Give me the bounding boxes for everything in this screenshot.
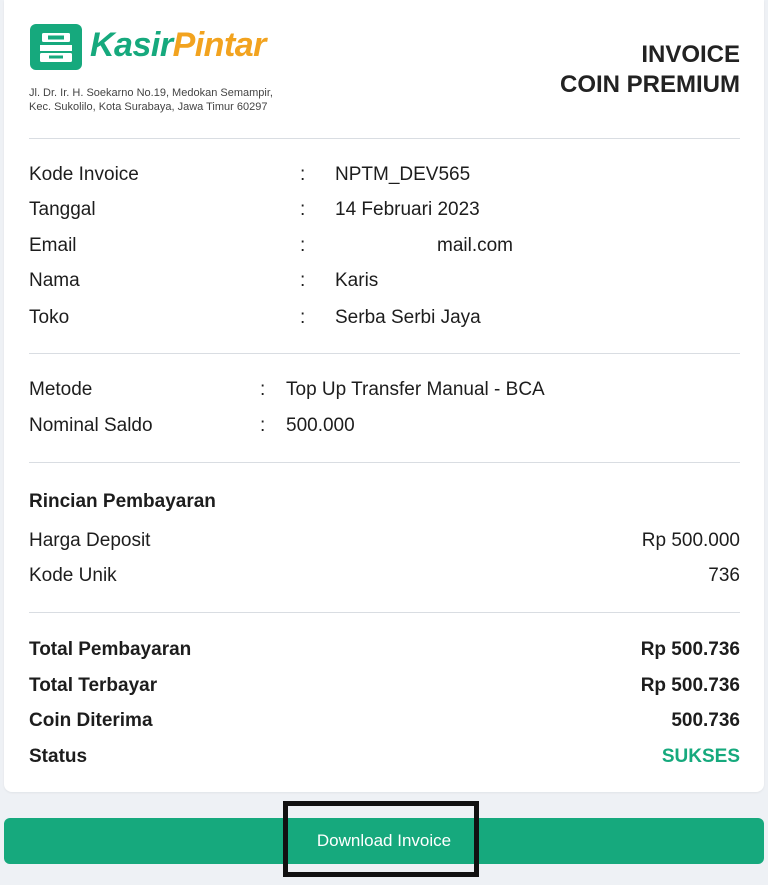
- total-row-total-terbayar: [29, 672, 740, 700]
- highlight-box: [283, 801, 479, 877]
- total-value: Rp 500.736: [640, 639, 740, 660]
- detail-colon: :: [300, 307, 306, 328]
- detail-colon: :: [300, 199, 306, 220]
- detail-row-kode-invoice: [29, 161, 740, 189]
- payment-label: Harga Deposit: [29, 530, 151, 551]
- detail-row-toko: [29, 304, 740, 332]
- detail-value: Serba Serbi Jaya: [335, 307, 481, 328]
- brand-logo-text: [90, 26, 266, 65]
- address-line-2: Kec. Sukolilo, Kota Surabaya, Jawa Timur 60297: [29, 101, 268, 113]
- detail-value: Karis: [335, 270, 379, 291]
- total-label: Coin Diterima: [29, 710, 153, 731]
- detail-row-tanggal: [29, 196, 740, 224]
- total-label: Total Terbayar: [29, 675, 158, 696]
- total-row-status: [29, 743, 740, 771]
- payment-heading-text: Rincian Pembayaran: [29, 491, 216, 512]
- method-colon: :: [260, 379, 266, 400]
- brand-name-part1: Kasir: [90, 26, 173, 64]
- detail-label: Nama: [29, 270, 80, 291]
- company-address: [29, 86, 389, 114]
- detail-value: mail.com: [437, 235, 514, 256]
- detail-label: Tanggal: [29, 199, 96, 220]
- detail-row-email: [29, 232, 740, 260]
- method-label: Metode: [29, 379, 93, 400]
- download-invoice-label: Download Invoice: [316, 831, 452, 850]
- payment-value: Rp 500.000: [641, 530, 740, 551]
- brand-name-part2: Pintar: [172, 26, 266, 64]
- detail-label: Kode Invoice: [29, 164, 139, 185]
- divider: [29, 612, 740, 613]
- method-row-nominal-saldo: [29, 412, 740, 440]
- total-label: Total Pembayaran: [29, 639, 192, 660]
- invoice-title-line2: COIN PREMIUM: [560, 71, 740, 98]
- payment-value: 736: [708, 565, 740, 586]
- detail-label: Email: [29, 235, 77, 256]
- invoice-card: [4, 0, 764, 792]
- method-row-metode: [29, 376, 740, 404]
- invoice-title: [560, 40, 740, 100]
- invoice-title-line1: INVOICE: [641, 41, 740, 68]
- detail-colon: :: [300, 164, 306, 185]
- method-value: Top Up Transfer Manual - BCA: [286, 379, 545, 400]
- divider: [29, 462, 740, 463]
- total-value: 500.736: [671, 710, 740, 731]
- detail-value: NPTM_DEV565: [335, 164, 471, 185]
- detail-colon: :: [300, 235, 306, 256]
- total-row-coin-diterima: [29, 707, 740, 735]
- status-badge: SUKSES: [661, 746, 740, 767]
- payment-row-harga-deposit: [29, 527, 740, 555]
- method-label: Nominal Saldo: [29, 415, 153, 436]
- detail-label: Toko: [29, 307, 70, 328]
- method-value: 500.000: [286, 415, 355, 436]
- total-label: Status: [29, 746, 88, 767]
- cash-register-icon: [30, 24, 82, 70]
- divider: [29, 353, 740, 354]
- total-value: Rp 500.736: [640, 675, 740, 696]
- method-colon: :: [260, 415, 266, 436]
- payment-label: Kode Unik: [29, 565, 117, 586]
- payment-row-kode-unik: [29, 562, 740, 590]
- detail-row-nama: [29, 267, 740, 295]
- divider: [29, 138, 740, 139]
- total-row-total-pembayaran: [29, 636, 740, 664]
- address-line-1: Jl. Dr. Ir. H. Soekarno No.19, Medokan Semampir,: [29, 87, 273, 99]
- payment-heading: [29, 488, 740, 516]
- detail-value: 14 Februari 2023: [335, 199, 480, 220]
- detail-colon: :: [300, 270, 306, 291]
